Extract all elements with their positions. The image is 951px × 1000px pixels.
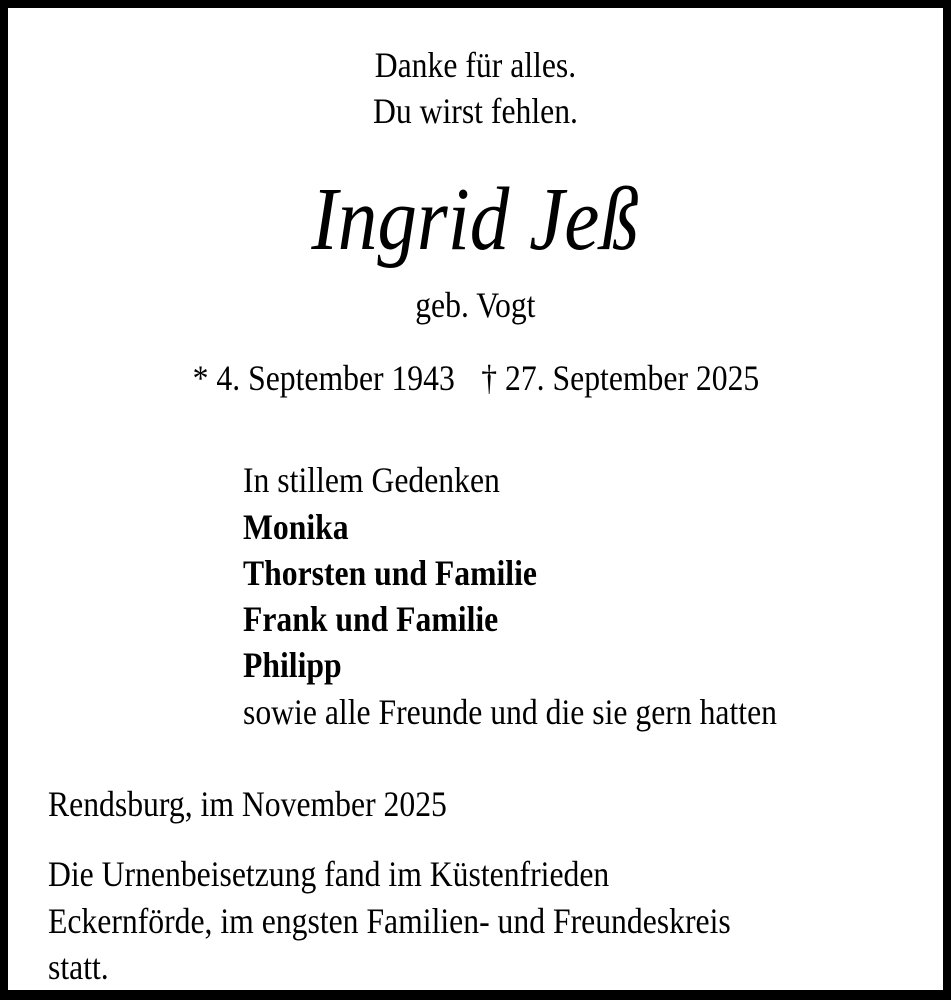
mourner-4 <box>243 645 355 685</box>
mourner-name: Frank und Familie <box>243 599 499 639</box>
maiden-name-text: geb. Vogt <box>415 285 536 325</box>
maiden-name <box>8 285 943 325</box>
birth-date: * 4. September 1943 <box>192 358 455 398</box>
burial-info-text: Die Urnenbeisetzung fand im Küstenfrieden <box>48 854 610 894</box>
mourners-intro-text: In stillem Gedenken <box>243 460 500 500</box>
mourner-name: Philipp <box>243 645 342 685</box>
opening-line-2 <box>8 91 943 131</box>
opening-line-1 <box>8 45 943 85</box>
mourner-name: Monika <box>243 507 349 547</box>
mourner-3 <box>243 599 533 639</box>
mourners-outro-text: sowie alle Freunde und die sie gern hatten <box>243 692 778 732</box>
place-date <box>48 784 501 824</box>
death-date: † 27. September 2025 <box>480 358 759 398</box>
life-dates <box>8 358 943 398</box>
mourner-2 <box>243 553 577 593</box>
mourner-name: Thorsten und Familie <box>243 553 537 593</box>
deceased-name-text: Ingrid Jeß <box>311 170 640 269</box>
mourners-outro <box>243 692 850 732</box>
life-dates-text <box>192 358 759 398</box>
burial-info-line-1 <box>48 854 686 894</box>
burial-info-text: statt. <box>48 947 109 987</box>
opening-text-1: Danke für alles. <box>374 45 577 85</box>
mourners-intro <box>243 460 535 500</box>
obituary-notice <box>8 8 943 990</box>
deceased-name <box>8 170 943 270</box>
burial-info-text: Eckernförde, im engsten Familien- und Freundeskreis <box>48 901 731 941</box>
burial-info-line-3 <box>48 947 117 987</box>
place-date-text: Rendsburg, im November 2025 <box>48 784 447 824</box>
burial-info-line-2 <box>48 901 824 941</box>
opening-text-2: Du wirst fehlen. <box>372 91 578 131</box>
mourner-1 <box>243 507 363 547</box>
